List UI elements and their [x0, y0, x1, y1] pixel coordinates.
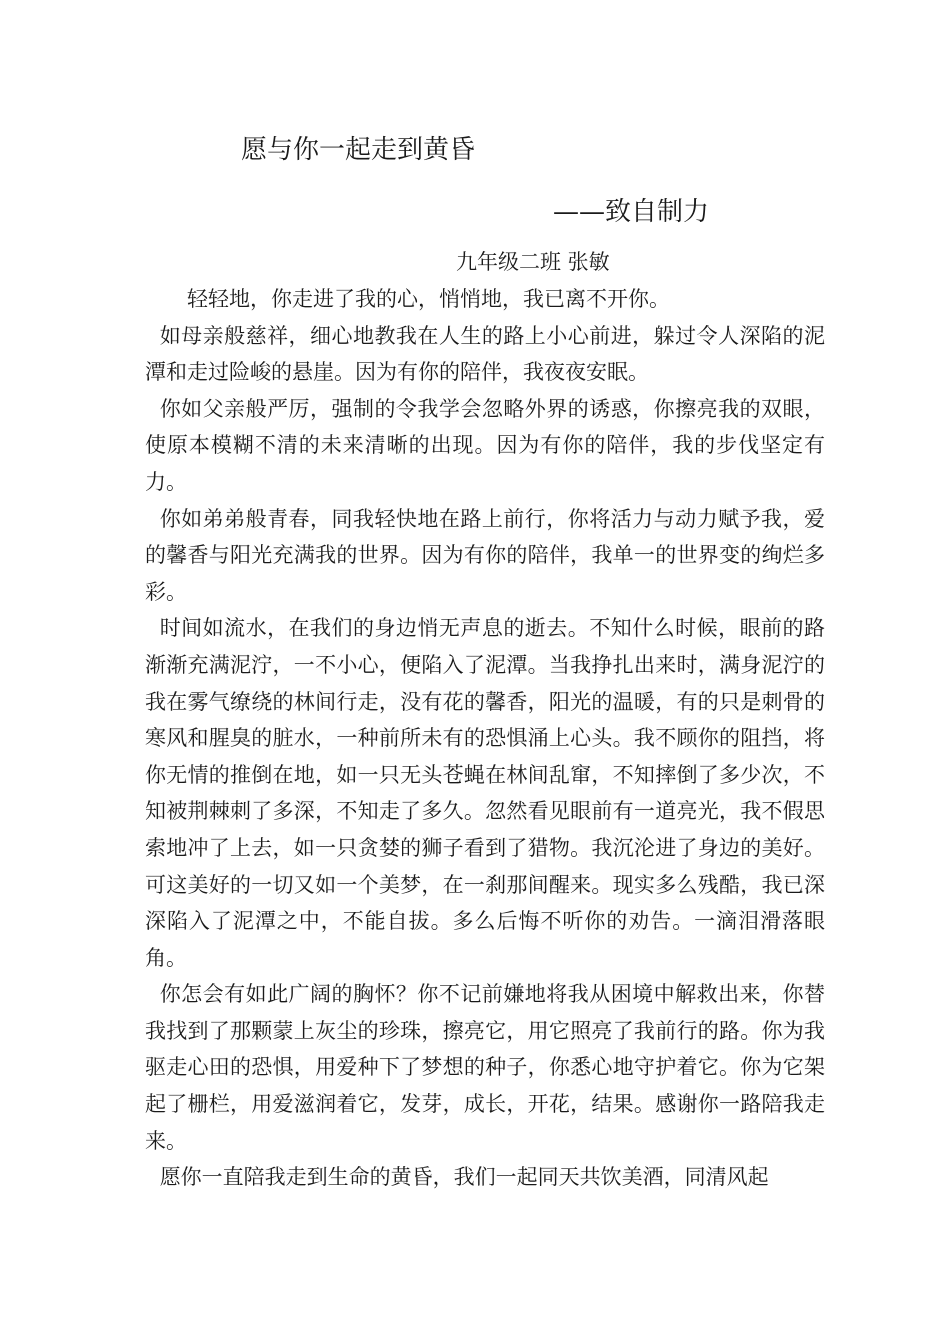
essay-body [145, 281, 825, 1196]
paragraph: 你如弟弟般青春，同我轻快地在路上前行，你将活力与动力赋予我，爱的馨香与阳光充满我的世界。因为有你的陪伴，我单一的世界变的绚烂多彩。 [145, 506, 825, 604]
essay-title: 愿与你一起走到黄昏 [241, 135, 476, 165]
essay-subtitle: ——致自制力 [553, 197, 710, 227]
essay-author: 九年级二班 张敏 [456, 250, 610, 274]
paragraph: 轻轻地，你走进了我的心，悄悄地，我已离不开你。 [187, 287, 670, 311]
paragraph: 愿你一直陪我走到生命的黄昏，我们一起同天共饮美酒，同清风起 [159, 1165, 769, 1190]
paragraph: 时间如流水，在我们的身边悄无声息的逝去。不知什么时候，眼前的路渐渐充满泥泞，一不小心，便陷入了泥潭。当我挣扎出来时，满身泥泞的我在雾气缭绕的林间行走，没有花的馨香，阳光的温暖，有的只是刺骨的寒风和腥臭的脏水，一种前所未有的恐惧涌上心头。我不顾你的阻挡，将你无情的推倒在地，如一只无头苍蝇在林间乱窜，不知摔倒了多少次，不知被荆棘刺了多深，不知走了多久。忽然看见眼前有一道亮光，我不假思索地冲了上去，如一只贪婪的狮子看到了猎物。我沉沦进了身边的美好。可这美好的一切又如一个美梦，在一刹那间醒来。现实多么残酷，我已深深陷入了泥潭之中，不能自拔。多么后悔不听你的劝告。一滴泪滑落眼角。 [145, 616, 825, 970]
paragraph: 你怎会有如此广阔的胸怀？你不记前嫌地将我从困境中解救出来，你替我找到了那颗蒙上灰尘的珍珠，擦亮它，用它照亮了我前行的路。你为我驱走心田的恐惧，用爱种下了梦想的种子，你悉心地守护着它。你为它架起了栅栏，用爱滋润着它，发芽，成长，开花，结果。感谢你一路陪我走来。 [145, 982, 825, 1153]
paragraph: 你如父亲般严厉，强制的令我学会忽略外界的诱惑，你擦亮我的双眼，使原本模糊不清的未来清晰的出现。因为有你的陪伴，我的步伐坚定有力。 [145, 396, 825, 494]
paragraph: 如母亲般慈祥，细心地教我在人生的路上小心前进，躲过令人深陷的泥潭和走过险峻的悬崖。因为有你的陪伴，我夜夜安眠。 [145, 323, 825, 385]
